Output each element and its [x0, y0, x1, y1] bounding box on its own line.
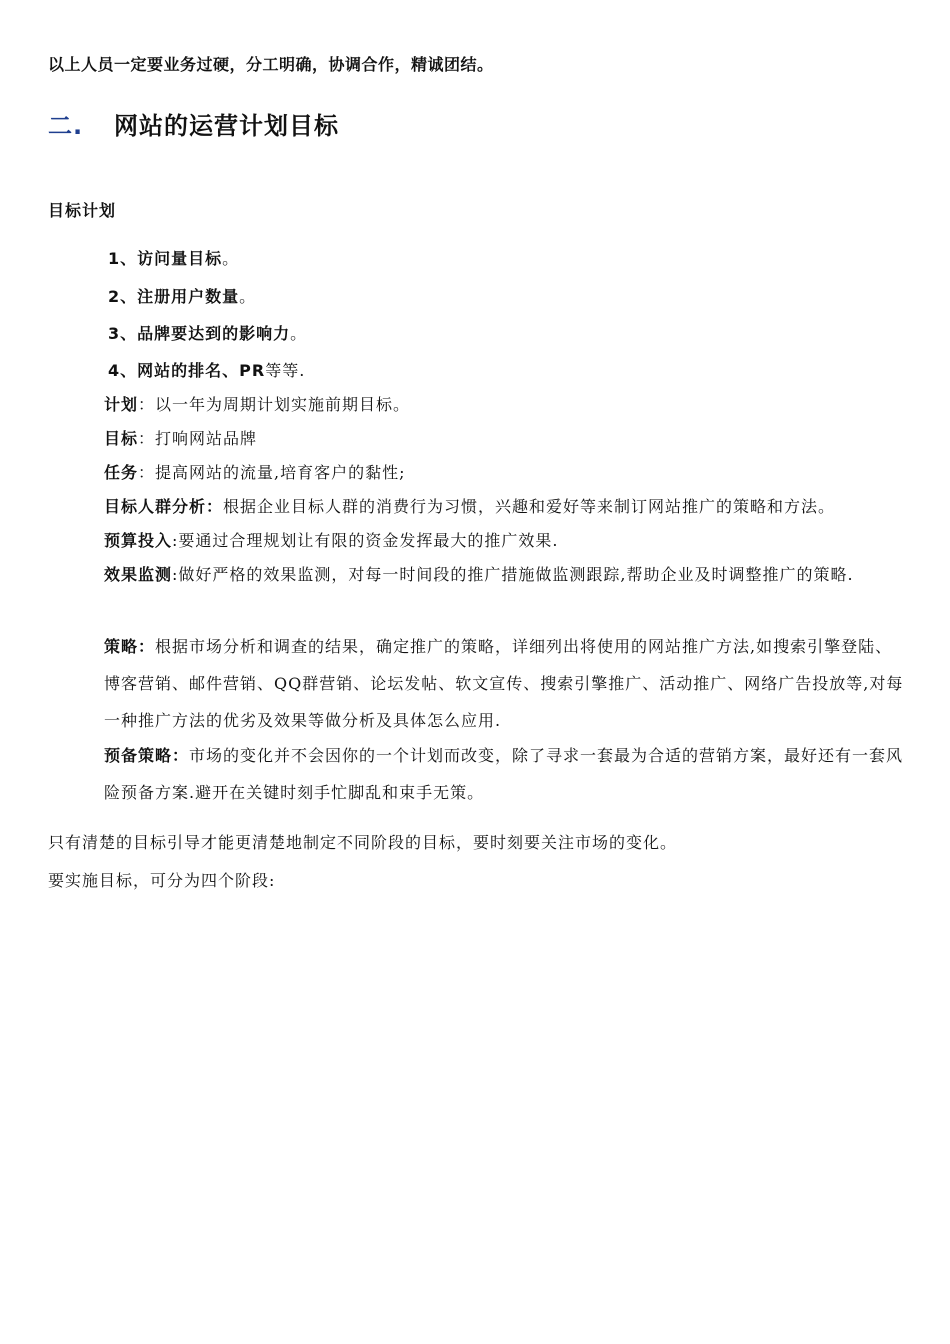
- strategy-paragraph: 策略：根据市场分析和调查的结果，确定推广的策略，详细列出将使用的网站推广方法,如搜索引擎登陆、博客营销、邮件营销、QQ群营销、论坛发帖、软文宣传、搜索引擎推广、活动推广、网络广告投放等,对每一种推广方法的优劣及效果等做分析及具体怎么应用.: [104, 637, 904, 730]
- intro-text: 以上人员一定要业务过硬，分工明确，协调合作，精诚团结。: [48, 55, 494, 74]
- goal-item: 3、品牌要达到的影响力。: [108, 324, 308, 343]
- goal-item: 2、注册用户数量。: [108, 287, 257, 306]
- goal-item: 4、网站的排名、PR等等.: [108, 361, 306, 380]
- task-paragraph: 任务：提高网站的流量,培育客户的黏性;: [104, 463, 406, 482]
- objective-paragraph: 目标：打响网站品牌: [104, 429, 258, 448]
- section-title: 网站的运营计划目标: [114, 112, 339, 140]
- goal-item: 1、访问量目标。: [108, 249, 240, 268]
- subheading-goal-plan: 目标计划: [48, 201, 117, 220]
- closing-line: 只有清楚的目标引导才能更清楚地制定不同阶段的目标，要时刻要关注市场的变化。: [48, 833, 678, 852]
- budget-paragraph: 预算投入:要通过合理规划让有限的资金发挥最大的推广效果.: [104, 531, 559, 550]
- section-heading: [48, 106, 339, 141]
- contingency-paragraph: 预备策略：市场的变化并不会因你的一个计划而改变，除了寻求一套最为合适的营销方案，最好还有一套风险预备方案.避开在关键时刻手忙脚乱和束手无策。: [104, 746, 904, 802]
- closing-line: 要实施目标，可分为四个阶段:: [48, 871, 276, 890]
- section-number: 二.: [48, 112, 84, 140]
- plan-paragraph: 计划：以一年为周期计划实施前期目标。: [104, 395, 411, 414]
- monitoring-paragraph: 效果监测:做好严格的效果监测，对每一时间段的推广措施做监测跟踪,帮助企业及时调整推广的策略.: [104, 565, 854, 584]
- audience-paragraph: 目标人群分析：根据企业目标人群的消费行为习惯，兴趣和爱好等来制订网站推广的策略和方法。: [104, 497, 836, 516]
